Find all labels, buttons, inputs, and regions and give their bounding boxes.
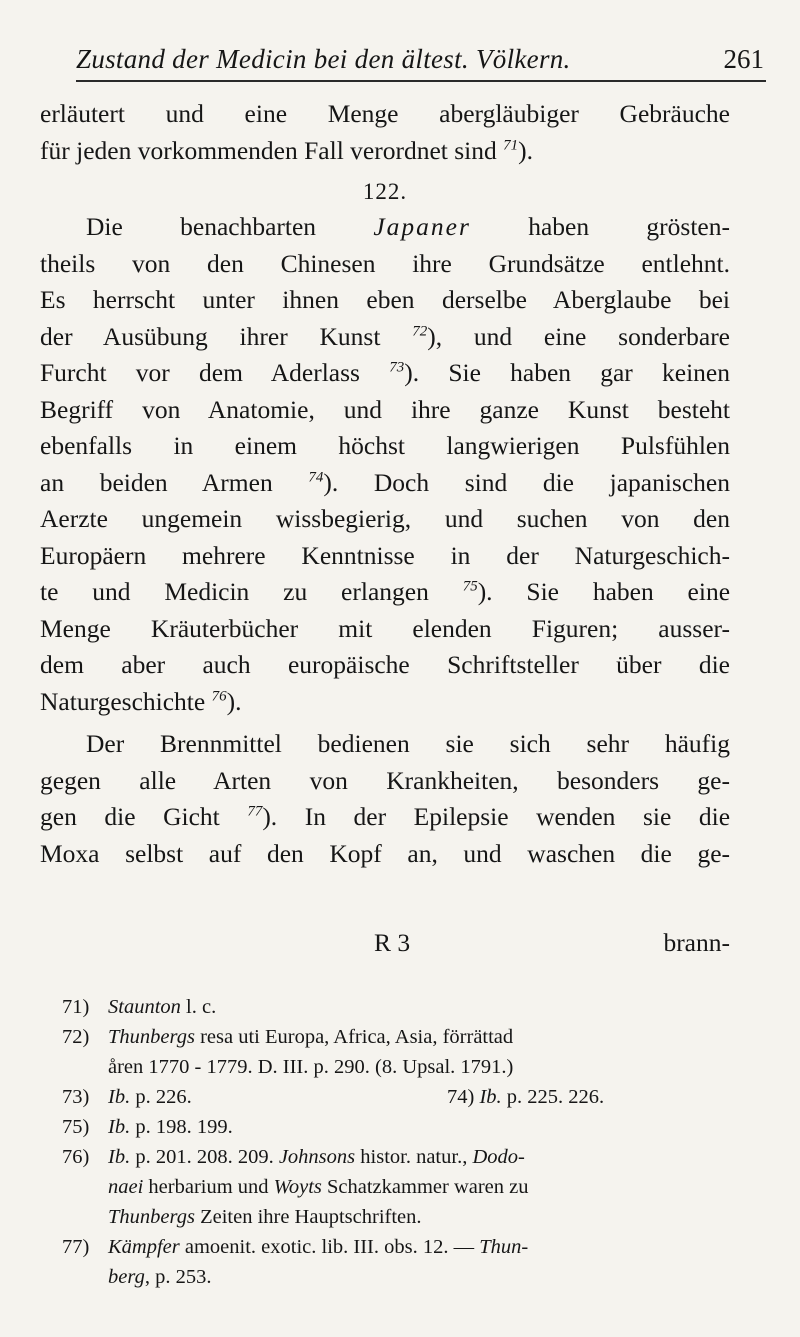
signature-mark: R 3 — [374, 928, 411, 957]
footnote-ref: 71 — [503, 137, 519, 153]
text-line: Naturgeschichte $^{76}$). — [40, 686, 242, 716]
catchword: brann- — [663, 928, 730, 957]
text-line: theils von den Chinesen ihre Grundsätze entlehnt. — [40, 248, 730, 278]
running-title: Zustand der Medicin bei den ältest. Völkern. — [76, 44, 571, 74]
text-line: Begriff von Anatomie, und ihre ganze Kunst besteht — [40, 394, 730, 424]
text-line: gegen alle Arten von Krankheiten, besonders ge- — [40, 765, 730, 795]
text-line: erläutert und eine Menge abergläubiger Gebräuche — [40, 99, 730, 128]
signature-line — [40, 928, 730, 964]
text-line: Furcht vor dem Aderlass $^{73}$). Sie haben gar keinen — [40, 358, 731, 387]
running-head — [76, 40, 766, 82]
footnote-75: 75) Ib. p. 198. 199. — [62, 1116, 233, 1138]
text-line: gen die Gicht $^{77}$). In der Epilepsie wenden sie die — [40, 802, 731, 831]
text-line: Es herrscht unter ihnen eben derselbe Aberglaube bei — [40, 285, 730, 314]
footnote-ref: 73 — [389, 359, 405, 376]
footnote-77: 77) Kämpfer amoenit. exotic. lib. III. obs. 12. — Thun- berg, p. 253. — [62, 1236, 529, 1288]
footnote-ref: 76 — [211, 688, 227, 704]
body-text — [40, 96, 730, 872]
text-line: Europäern mehrere Kenntnisse in der Naturgeschich- — [40, 540, 730, 570]
footnote-73: 73) Ib. p. 226. — [62, 1086, 192, 1108]
footnote-ref: 72 — [412, 323, 428, 339]
footnote-73-74 — [62, 1082, 730, 1112]
footnote-71: 71) Staunton l. c. — [62, 996, 217, 1018]
text-line: Aerzte ungemein wissbegierig, und suchen von den — [40, 504, 730, 533]
footnote-ref: 77 — [247, 803, 263, 820]
text-line: an beiden Armen $^{74}$). Doch sind die japanischen — [40, 467, 730, 497]
text-line: der Ausübung ihrer Kunst $^{72}$), und eine sonderbare — [40, 321, 731, 351]
page-number: 261 — [723, 44, 764, 74]
text-line: Der Brennmittel bedienen sie sich sehr häufig — [86, 729, 730, 758]
footnotes — [62, 992, 730, 1292]
text-line: Moxa selbst auf den Kopf an, und waschen die ge- — [40, 838, 730, 868]
text-line: dem aber auch europäische Schriftsteller über die — [40, 650, 730, 679]
text-line: für jeden vorkommenden Fall verordnet sind $^{71}$). — [40, 135, 534, 165]
footnote-76: 76) Ib. p. 201. 208. 209. Johnsons histor. natur., Dodo- naei herbarium und Woyts Schatzkammer waren zu Thunbergs Zeiten ihre Hauptschriften. — [62, 1146, 529, 1228]
footnote-72: 72) Thunbergs resa uti Europa, Africa, Asia, förrättad åren 1770 - 1779. D. III. p. 290. (8. Upsal. 1791.) — [62, 1026, 514, 1078]
section-number: 122. — [362, 179, 408, 204]
footnote-ref: 74 — [308, 469, 324, 485]
text-line: Die benachbarten Japaner haben grösten- — [86, 212, 730, 241]
footnote-74: 74) Ib. p. 225. 226. — [447, 1086, 605, 1108]
text-line: ebenfalls in einem höchst langwierigen Pulsfühlen — [40, 431, 730, 460]
footnote-ref: 75 — [462, 578, 478, 595]
text-line: Menge Kräuterbücher mit elenden Figuren; ausser- — [40, 613, 730, 643]
text-line: te und Medicin zu erlangen $^{75}$). Sie haben eine — [40, 577, 731, 606]
